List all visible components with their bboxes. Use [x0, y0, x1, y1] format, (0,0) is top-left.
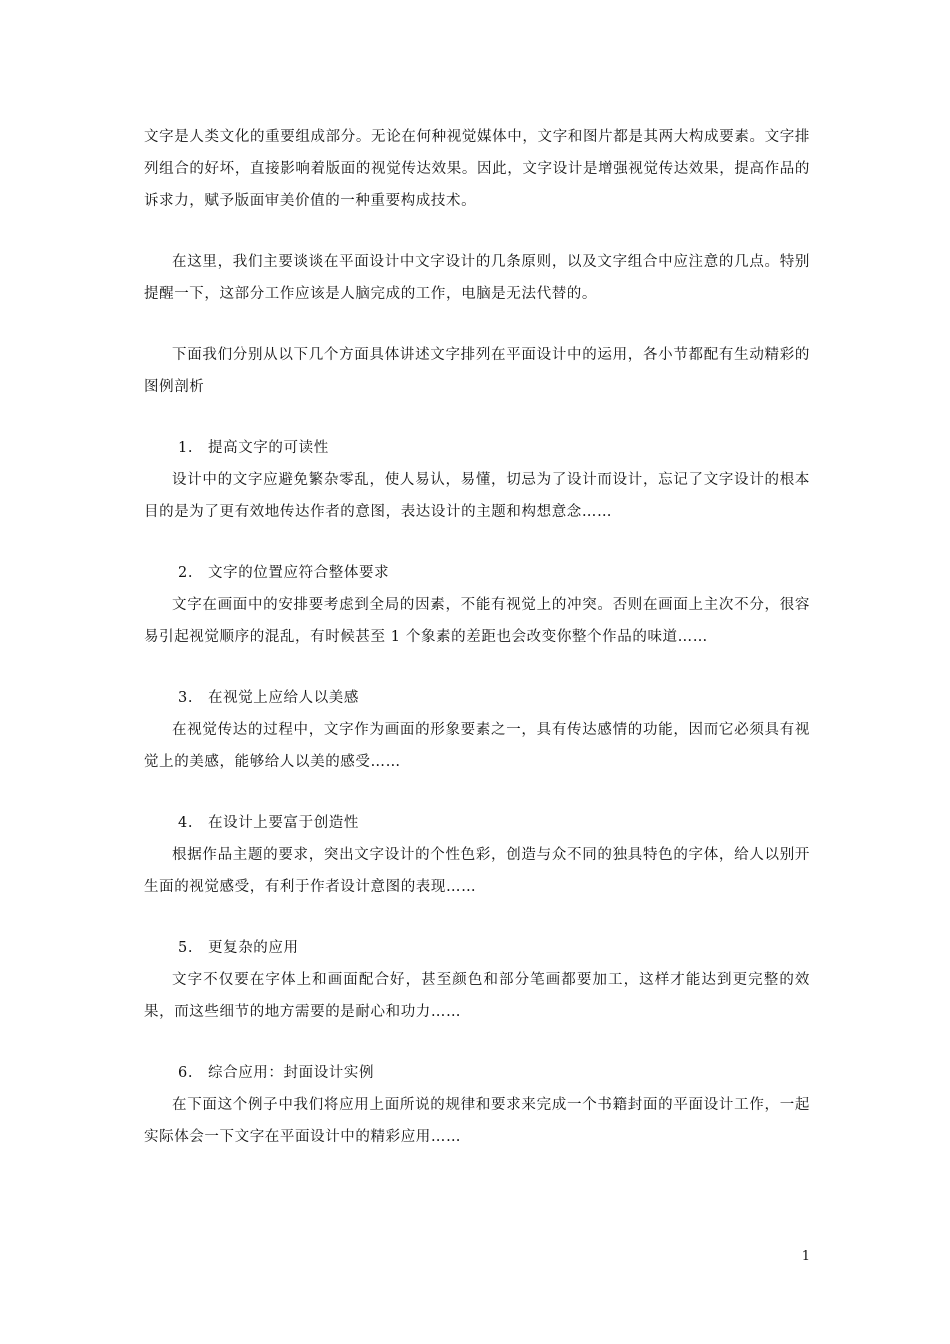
section-number: 3.	[178, 690, 194, 706]
page-number: 1	[801, 1249, 810, 1264]
section-3	[144, 682, 810, 778]
section-6	[144, 1057, 810, 1153]
section-number: 4.	[178, 815, 194, 831]
document-body	[144, 121, 810, 1153]
section-number: 2.	[178, 565, 194, 581]
section-body: 根据作品主题的要求，突出文字设计的个性色彩，创造与众不同的独具特色的字体，给人以别开生面的视觉感受，有利于作者设计意图的表现……	[144, 847, 810, 895]
section-body: 文字在画面中的安排要考虑到全局的因素，不能有视觉上的冲突。否则在画面上主次不分，很容易引起视觉顺序的混乱，有时候甚至 1 个象素的差距也会改变你整个作品的味道……	[144, 597, 810, 645]
section-2	[144, 557, 810, 653]
section-heading	[144, 807, 810, 839]
paragraph-spacer	[144, 528, 810, 557]
section-heading	[144, 932, 810, 964]
paragraph-spacer	[144, 903, 810, 932]
intro-paragraph-1: 文字是人类文化的重要组成部分。无论在何种视觉媒体中，文字和图片都是其两大构成要素。文字排列组合的好坏，直接影响着版面的视觉传达效果。因此，文字设计是增强视觉传达效果，提高作品的诉求力，赋予版面审美价值的一种重要构成技术。	[144, 129, 810, 209]
section-title: 提高文字的可读性	[208, 440, 329, 456]
intro-paragraph-2: 在这里，我们主要谈谈在平面设计中文字设计的几条原则，以及文字组合中应注意的几点。特别提醒一下，这部分工作应该是人脑完成的工作，电脑是无法代替的。	[144, 254, 810, 302]
section-4	[144, 807, 810, 903]
section-title: 更复杂的应用	[208, 940, 299, 956]
section-1	[144, 432, 810, 528]
section-5	[144, 932, 810, 1028]
paragraph-spacer	[144, 217, 810, 246]
section-number: 5.	[178, 940, 194, 956]
section-title: 在设计上要富于创造性	[208, 815, 359, 831]
section-title: 综合应用：封面设计实例	[208, 1065, 375, 1081]
section-heading	[144, 557, 810, 589]
intro-paragraph-3: 下面我们分别从以下几个方面具体讲述文字排列在平面设计中的运用，各小节都配有生动精彩的图例剖析	[144, 347, 810, 395]
section-body: 文字不仅要在字体上和画面配合好，甚至颜色和部分笔画都要加工，这样才能达到更完整的效果，而这些细节的地方需要的是耐心和功力……	[144, 972, 810, 1020]
section-body: 设计中的文字应避免繁杂零乱，使人易认，易懂，切忌为了设计而设计，忘记了文字设计的根本目的是为了更有效地传达作者的意图，表达设计的主题和构想意念……	[144, 472, 810, 520]
section-title: 在视觉上应给人以美感	[208, 690, 359, 706]
section-number: 6.	[178, 1065, 194, 1081]
paragraph-spacer	[144, 1028, 810, 1057]
section-body: 在视觉传达的过程中，文字作为画面的形象要素之一，具有传达感情的功能，因而它必须具有视觉上的美感，能够给人以美的感受……	[144, 722, 810, 770]
paragraph-spacer	[144, 403, 810, 432]
section-number: 1.	[178, 440, 194, 456]
section-heading	[144, 1057, 810, 1089]
section-body: 在下面这个例子中我们将应用上面所说的规律和要求来完成一个书籍封面的平面设计工作，一起实际体会一下文字在平面设计中的精彩应用……	[144, 1097, 810, 1145]
section-heading	[144, 682, 810, 714]
paragraph-spacer	[144, 310, 810, 339]
paragraph-spacer	[144, 653, 810, 682]
section-heading	[144, 432, 810, 464]
paragraph-spacer	[144, 778, 810, 807]
section-title: 文字的位置应符合整体要求	[208, 565, 390, 581]
